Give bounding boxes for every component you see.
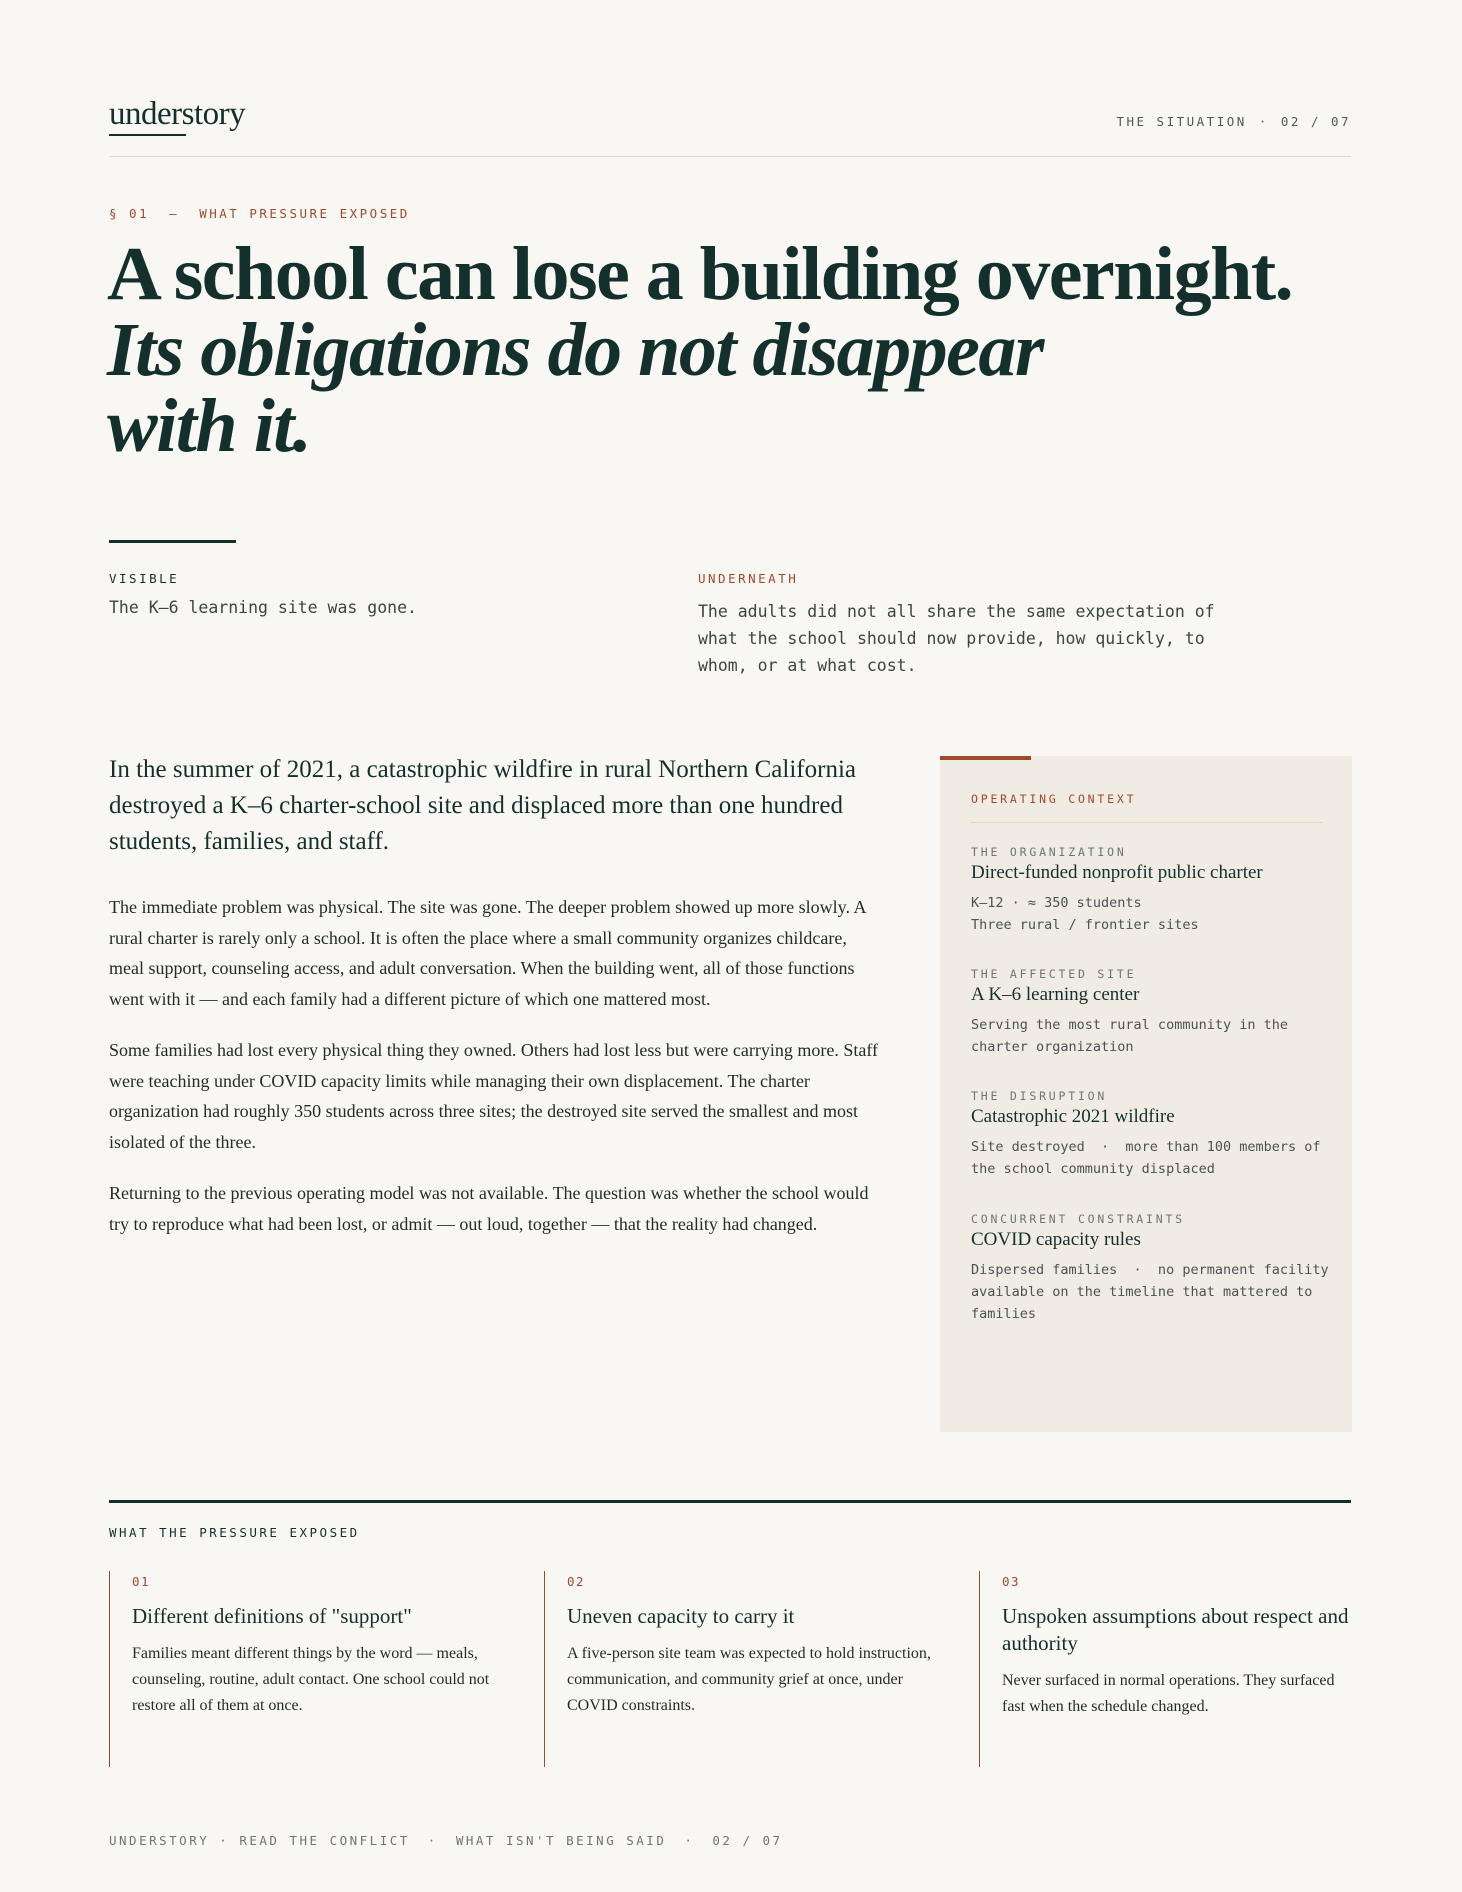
- body-paragraph: Returning to the previous operating model was not available. The question was whether the school would try to reproduce what had been lost, or admit — out loud, together — that the reality had changed.: [109, 1183, 869, 1234]
- sidebar-title: OPERATING CONTEXT: [971, 792, 1137, 806]
- context-label: THE DISRUPTION: [971, 1089, 1108, 1103]
- context-description: Serving the most rural community in the charter organization: [971, 1017, 1288, 1055]
- footer-page-indicator: 02 / 07: [712, 1833, 783, 1848]
- body-paragraph: Some families had lost every physical thing they owned. Others had lost less but were carrying more. Staff were teaching under COVID capacity limits while managing their own displacement. The charter organization had roughly 350 students across three sites; the destroyed site served the smallest and most isolated of the three.: [109, 1040, 878, 1152]
- underneath-text: The adults did not all share the same expectation of what the school should now provide, how quickly, to whom, or at what cost.: [698, 602, 1215, 675]
- pressure-number: 02: [567, 1574, 586, 1589]
- headline-line-1: A school can lose a building overnight.: [107, 232, 1293, 316]
- body-text: [109, 892, 879, 1260]
- visible-label: VISIBLE: [109, 571, 180, 586]
- context-description: K–12 · ≈ 350 students Three rural / frontier sites: [971, 895, 1199, 933]
- body-paragraph: The immediate problem was physical. The site was gone. The deeper problem showed up more slowly. A rural charter is rarely only a school. It is often the place where a small community organizes childcare, meal support, counseling access, and adult conversation. When the building went, all of those functions went with it — and each family had a different picture of which one mattered most.: [109, 897, 866, 1009]
- pressure-heading: Different definitions of "support": [132, 1604, 412, 1628]
- footer-separator: ·: [427, 1833, 438, 1848]
- pressure-number: 01: [132, 1574, 151, 1589]
- context-item-disruption: [971, 1089, 1331, 1180]
- pressure-card-2: [544, 1571, 942, 1767]
- sidebar-accent-bar: [940, 756, 1031, 760]
- context-heading: Direct-funded nonprofit public charter: [971, 862, 1263, 883]
- footer-separator: ·: [684, 1833, 695, 1848]
- context-heading: A K–6 learning center: [971, 984, 1140, 1005]
- visible-text: The K–6 learning site was gone.: [109, 598, 417, 617]
- lede-paragraph: In the summer of 2021, a catastrophic wildfire in rural Northern California destroyed a K–6 charter-school site and displaced more than one hundred students, families, and staff.: [109, 756, 856, 855]
- header-meta: [1116, 114, 1351, 129]
- operating-context-panel: [940, 756, 1352, 1432]
- context-item-organization: [971, 845, 1331, 936]
- pressure-section-title: WHAT THE PRESSURE EXPOSED: [109, 1525, 360, 1540]
- headline-line-2: Its obligations do not disappear with it.: [107, 308, 1043, 468]
- section-name: THE SITUATION: [1116, 114, 1247, 129]
- underneath-label: UNDERNEATH: [698, 571, 799, 586]
- pressure-card-1: [109, 1571, 502, 1767]
- pressure-text: Never surfaced in normal operations. They surfaced fast when the schedule changed.: [1002, 1672, 1335, 1715]
- context-item-affected-site: [971, 967, 1331, 1058]
- section-divider: [109, 1500, 1351, 1503]
- sidebar-divider: [971, 822, 1323, 823]
- context-heading: COVID capacity rules: [971, 1229, 1141, 1250]
- section-eyebrow: § 01 — WHAT PRESSURE EXPOSED: [109, 206, 410, 221]
- footer-section: WHAT ISN'T BEING SAID: [455, 1833, 667, 1848]
- divider-short: [109, 540, 236, 543]
- page-footer: [109, 1833, 783, 1848]
- context-label: THE AFFECTED SITE: [971, 967, 1137, 981]
- pressure-card-3: [979, 1571, 1352, 1767]
- context-description: Site destroyed · more than 100 members of the school community displaced: [971, 1139, 1329, 1177]
- context-label: CONCURRENT CONSTRAINTS: [971, 1212, 1185, 1226]
- pressure-text: A five-person site team was expected to hold instruction, communication, and community grief at once, under COVID constraints.: [567, 1645, 931, 1714]
- page-header: [109, 96, 1351, 157]
- logo[interactable]: understory: [109, 96, 246, 132]
- footer-brand: UNDERSTORY · READ THE CONFLICT: [109, 1833, 410, 1848]
- logo-underline: [109, 134, 186, 136]
- context-item-constraints: [971, 1212, 1337, 1325]
- pressure-heading: Unspoken assumptions about respect and authority: [1002, 1604, 1349, 1655]
- header-separator: ·: [1258, 114, 1269, 129]
- pressure-heading: Uneven capacity to carry it: [567, 1604, 795, 1628]
- page-title: [107, 232, 1367, 468]
- context-label: THE ORGANIZATION: [971, 845, 1127, 859]
- page-indicator: 02 / 07: [1280, 114, 1351, 129]
- pressure-text: Families meant different things by the word — meals, counseling, routine, adult contact. One school could not restore all of them at once.: [132, 1645, 490, 1714]
- context-heading: Catastrophic 2021 wildfire: [971, 1106, 1175, 1127]
- context-description: Dispersed families · no permanent facility available on the timeline that mattered to families: [971, 1262, 1337, 1322]
- pressure-number: 03: [1002, 1574, 1021, 1589]
